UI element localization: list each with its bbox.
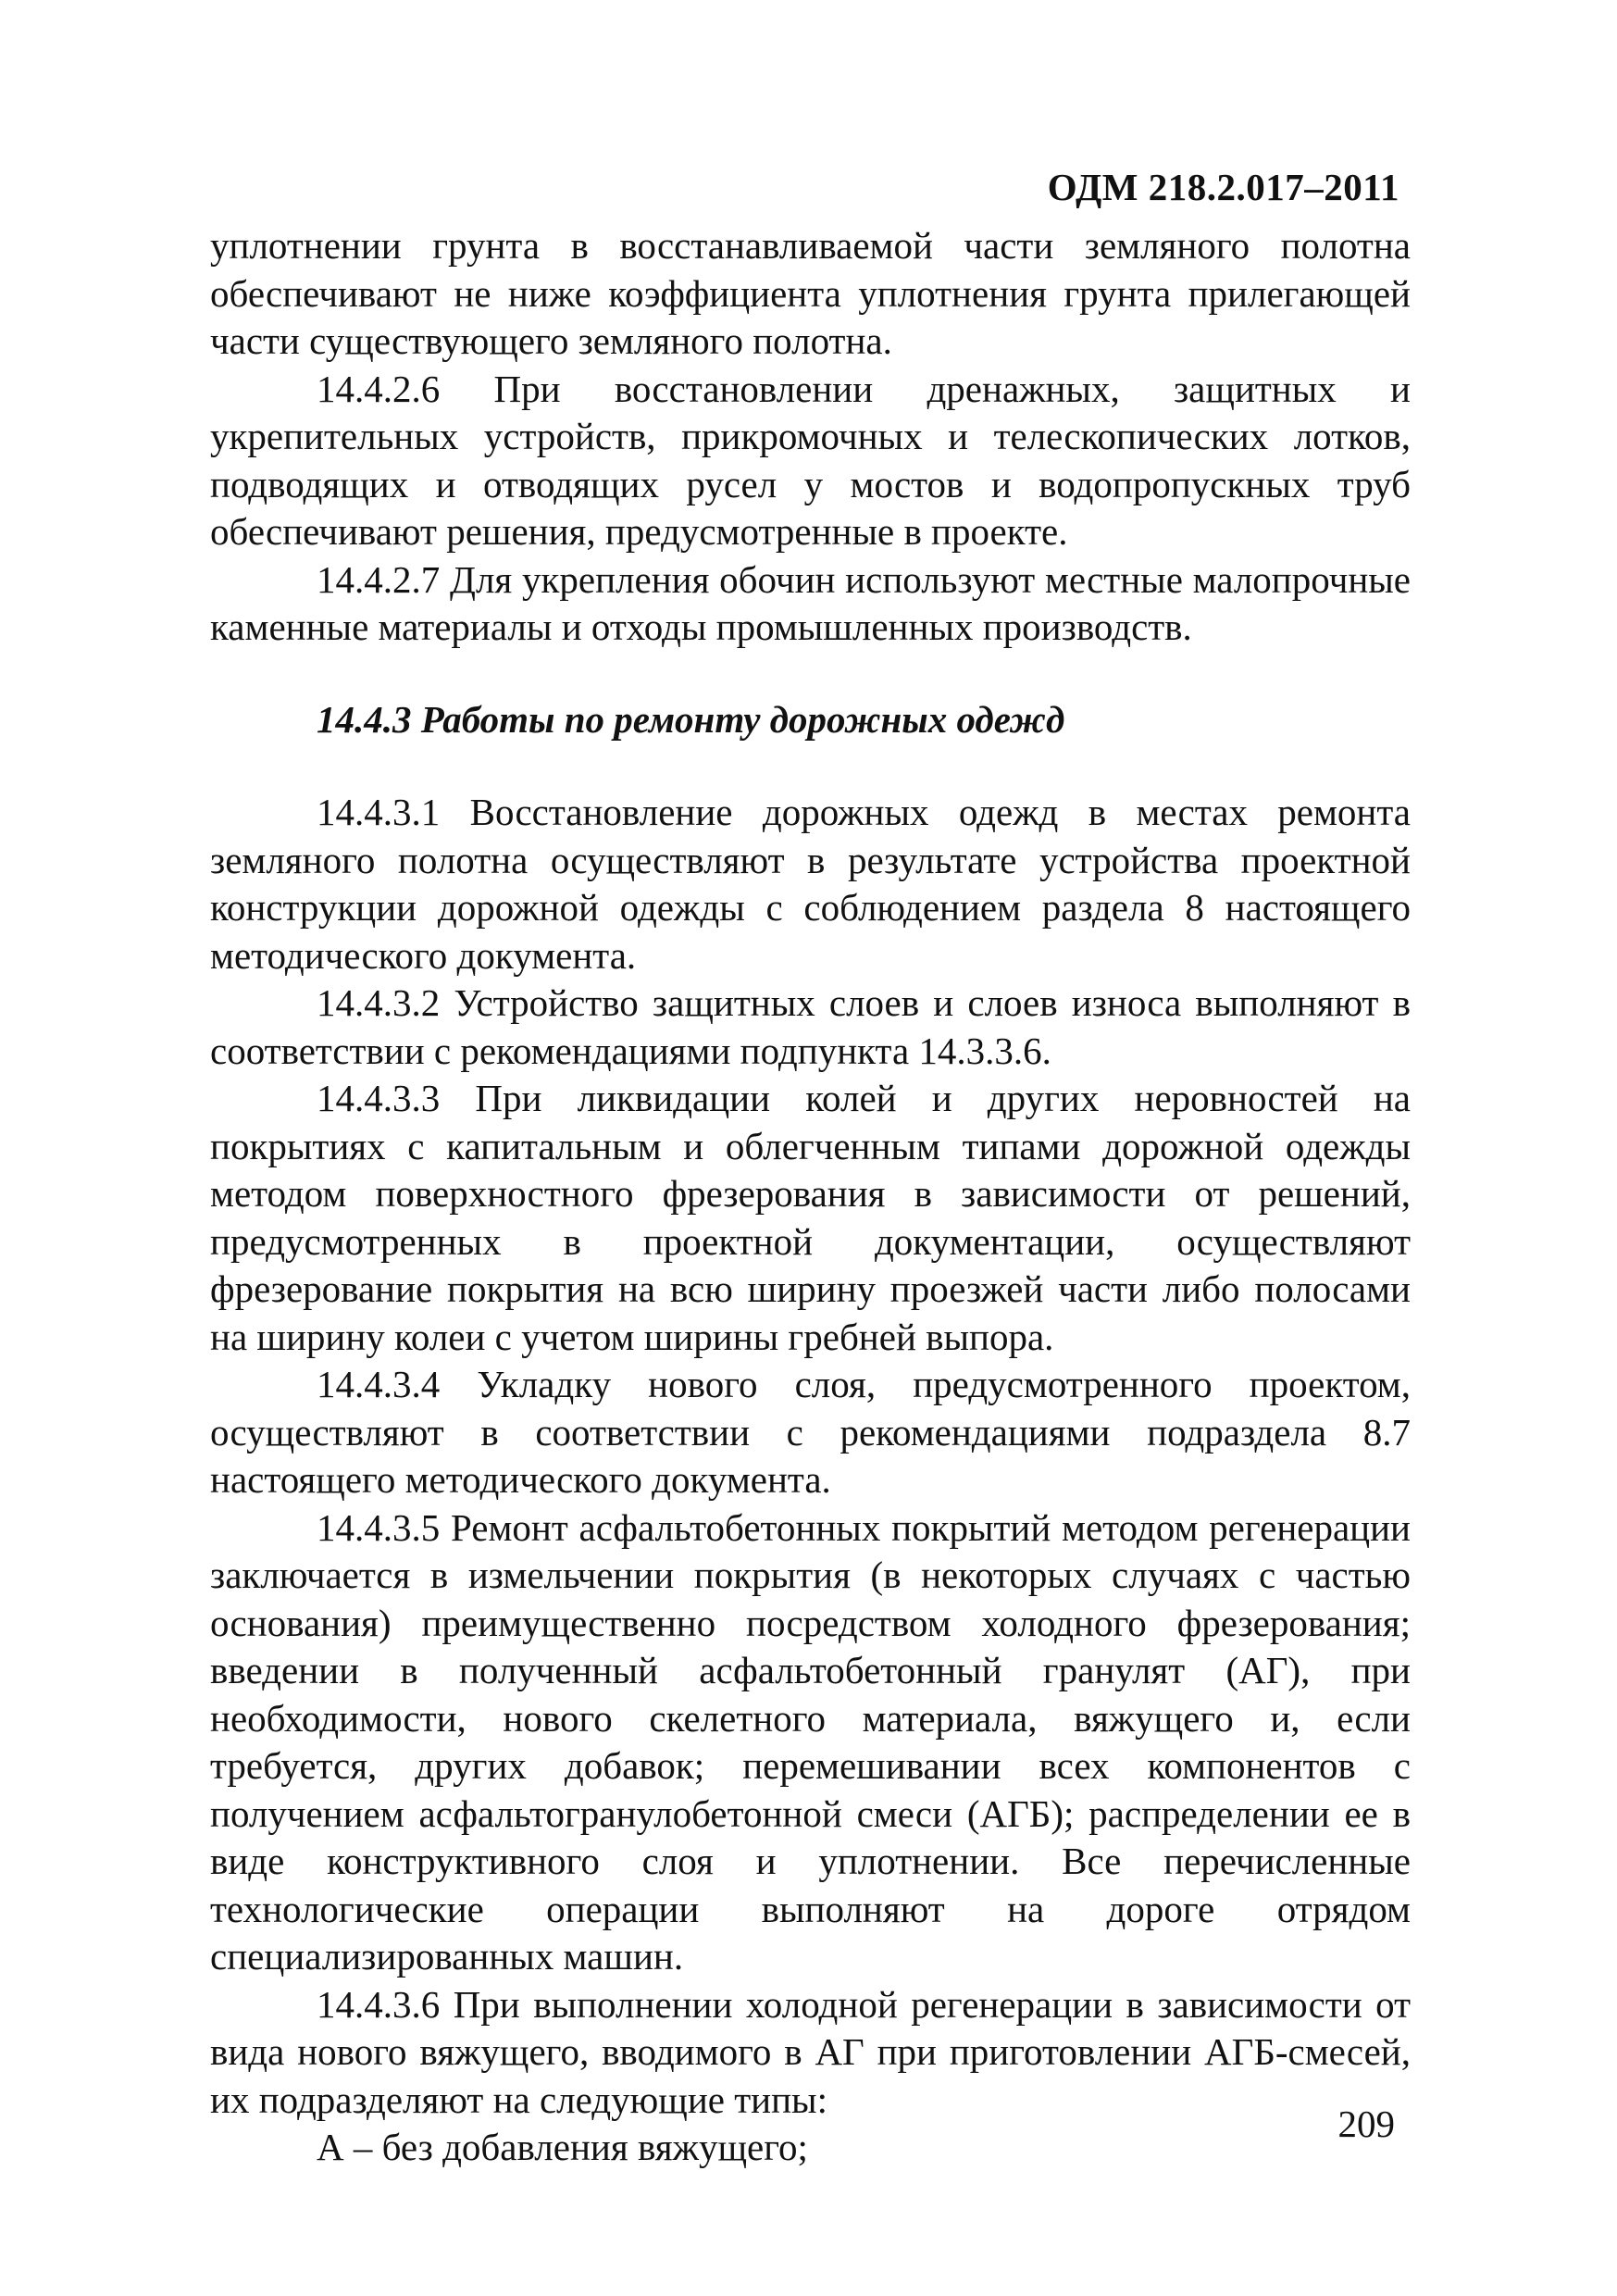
- page-number: 209: [1337, 2103, 1395, 2145]
- paragraph-14-4-3-2: 14.4.3.2 Устройство защитных слоев и слоев износа выполняют в соответствии с рекомендациями подпункта 14.3.3.6.: [210, 981, 1411, 1072]
- paragraph-continuation: уплотнении грунта в восстанавливаемой части земляного полотна обеспечивают не ниже коэффициента уплотнения грунта прилегающей части существующего земляного полотна.: [210, 224, 1411, 362]
- document-code-header: ОДМ 218.2.017–2011: [1047, 166, 1399, 208]
- paragraph-14-4-2-6: 14.4.2.6 При восстановлении дренажных, защитных и укрепительных устройств, прикромочных и телескопических лотков, подводящих и отводящих русел у мостов и водопропускных труб обеспечивают решения, предусмотренные в проекте.: [210, 367, 1411, 553]
- paragraph-14-4-2-7: 14.4.2.7 Для укрепления обочин используют местные малопрочные каменные материалы и отходы промышленных производств.: [210, 557, 1411, 648]
- paragraph-14-4-3-4: 14.4.3.4 Укладку нового слоя, предусмотренного проектом, осуществляют в соответствии с рекомендациями подраздела 8.7 настоящего методического документа.: [210, 1363, 1411, 1501]
- list-item-type-a: А – без добавления вяжущего;: [317, 2126, 808, 2168]
- section-heading-14-4-3: 14.4.3 Работы по ремонту дорожных одежд: [317, 697, 1065, 741]
- page-body: [210, 222, 1411, 2172]
- paragraph-14-4-3-6: 14.4.3.6 При выполнении холодной регенерации в зависимости от вида нового вяжущего, вводимого в АГ при приготовлении АГБ-смесей, их подразделяют на следующие типы:: [210, 1982, 1411, 2121]
- paragraph-14-4-3-3: 14.4.3.3 При ликвидации колей и других неровностей на покрытиях с капитальным и облегченным типами дорожной одежды методом поверхностного фрезерования в зависимости от решений, предусмотренных в проектной документации, осуществляют фрезерование покрытия на всю ширину проезжей части либо полосами на ширину колеи с учетом ширины гребней выпора.: [210, 1077, 1411, 1358]
- paragraph-14-4-3-1: 14.4.3.1 Восстановление дорожных одежд в местах ремонта земляного полотна осуществляют в результате устройства проектной конструкции дорожной одежды с соблюдением раздела 8 настоящего методического документа.: [210, 791, 1411, 977]
- paragraph-14-4-3-5: 14.4.3.5 Ремонт асфальтобетонных покрытий методом регенерации заключается в измельчении покрытия (в некоторых случаях с частью основания) преимущественно посредством холодного фрезерования; введении в полученный асфальтобетонный гранулят (АГ), при необходимости, нового скелетного материала, вяжущего и, если требуется, других добавок; перемешивании всех компонентов с получением асфальтогранулобетонной смеси (АГБ); распределении ее в виде конструктивного слоя и уплотнении. Все перечисленные технологические операции выполняют на дороге отрядом специализированных машин.: [210, 1505, 1411, 1978]
